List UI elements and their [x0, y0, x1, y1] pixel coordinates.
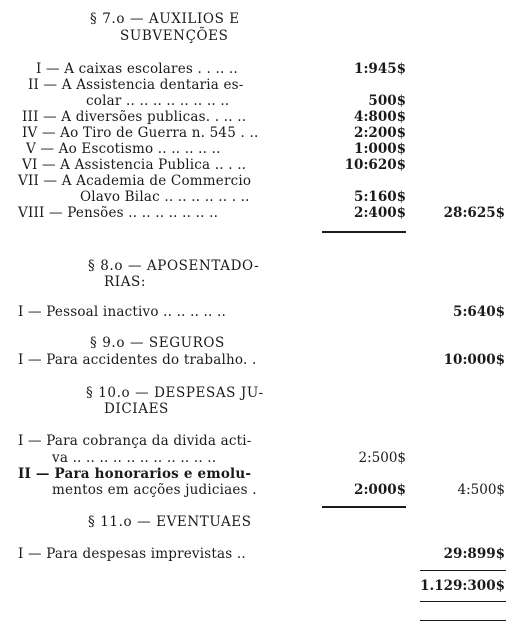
s7-item-2: II — A Assistencia dentaria es-	[28, 77, 244, 93]
s10-item-1: I — Para cobrança da divida acti-	[18, 433, 252, 449]
s10-subtotal-rule	[322, 506, 406, 508]
s10-total: 4:500$	[457, 482, 505, 498]
section-8-title: § 8.o — APOSENTADO-	[88, 258, 260, 274]
s7-item-2-value: 500$	[368, 93, 406, 109]
s7-item-3: III — A diversões publicas. . .. ..	[22, 109, 247, 125]
s10-item-1-cont: va .. .. .. .. .. .. .. .. .. .. ..	[52, 450, 217, 466]
s10-item-2-value: 2:000$	[354, 482, 406, 498]
section-10-title-cont: DICIAES	[104, 401, 169, 417]
s7-item-1: I — A caixas escolares . . .. ..	[36, 61, 238, 77]
s11-item-1: I — Para despesas imprevistas ..	[18, 546, 246, 562]
grand-total-rule-top	[420, 570, 506, 571]
s10-item-1-value: 2:500$	[358, 450, 406, 466]
s7-item-8-value: 2:400$	[354, 205, 406, 221]
section-11-title: § 11.o — EVENTUAES	[88, 514, 252, 530]
s7-item-5: V — Ao Escotismo .. .. .. .. ..	[26, 141, 221, 157]
s7-item-7-cont: Olavo Bilac .. .. .. .. .. . ..	[80, 189, 250, 205]
section-8-title-cont: RIAS:	[104, 274, 147, 290]
s8-total: 5:640$	[453, 304, 505, 320]
s7-item-1-value: 1:945$	[354, 61, 406, 77]
s7-item-6-value: 10:620$	[344, 157, 406, 173]
s11-total: 29:899$	[443, 546, 505, 562]
grand-total-rule-bottom	[420, 620, 506, 621]
s9-item-1: I — Para accidentes do trabalho. .	[18, 352, 257, 368]
section-10-title: § 10.o — DESPESAS JU-	[86, 385, 264, 401]
s7-total: 28:625$	[443, 205, 505, 221]
s7-item-5-value: 1:000$	[354, 141, 406, 157]
section-7-title-cont: SUBVENÇÕES	[120, 28, 229, 44]
grand-total: 1.129:300$	[420, 578, 505, 594]
s7-item-7-value: 5:160$	[354, 189, 406, 205]
section-7-title: § 7.o — AUXILIOS E	[90, 11, 240, 27]
s10-item-2-cont: mentos em acções judiciaes .	[52, 482, 257, 498]
s7-item-4: IV — Ao Tiro de Guerra n. 545 . ..	[22, 125, 259, 141]
section-9-title: § 9.o — SEGUROS	[90, 335, 225, 351]
s7-item-2-cont: colar .. .. .. .. .. .. .. ..	[86, 93, 230, 109]
s9-total: 10:000$	[443, 352, 505, 368]
s7-subtotal-rule	[322, 231, 406, 233]
s8-item-1: I — Pessoal inactivo .. .. .. .. ..	[18, 304, 227, 320]
s10-item-2: II — Para honorarios e emolu-	[18, 466, 252, 482]
s7-item-8: VIII — Pensões .. .. .. .. .. .. ..	[18, 205, 219, 221]
s7-item-7: VII — A Academia de Commercio	[18, 173, 252, 189]
s7-item-6: VI — A Assistencia Publica .. . ..	[22, 157, 247, 173]
s7-item-4-value: 2:200$	[354, 125, 406, 141]
s7-item-3-value: 4:800$	[354, 109, 406, 125]
grand-total-rule-mid	[420, 601, 506, 602]
